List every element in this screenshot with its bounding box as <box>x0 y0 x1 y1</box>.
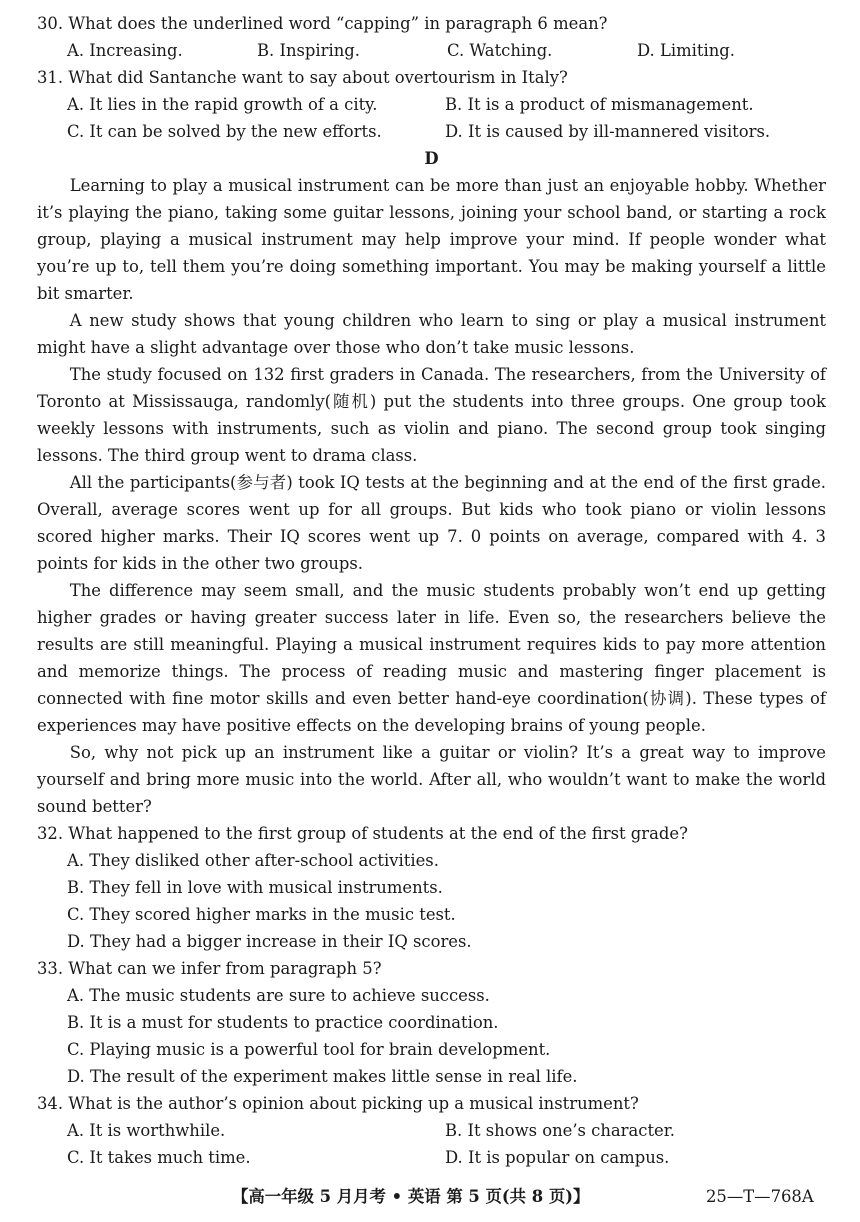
footer-paper-code: 25—T—768A <box>706 1187 814 1206</box>
question-33-stem: 33. What can we infer from paragraph 5? <box>37 959 382 978</box>
question-34-options-row-1 <box>37 1117 826 1144</box>
question-31-options-row-2 <box>37 118 826 145</box>
question-34-options-row-2 <box>37 1144 826 1171</box>
footer-exam-info: 【高一年级 5 月月考 • 英语 第 5 页(共 8 页)】 <box>232 1187 590 1206</box>
passage-paragraph-4: All the participants(参与者) took IQ tests at the beginning and at the end of the first grade. Overall, average scores went up for all groups. But kids who took piano or violin lessons scored higher marks. Their IQ scores went up 7. 0 points on average, compared with 4. 3 points for kids in the other two groups. <box>37 473 826 573</box>
question-30-option-c: C. Watching. <box>447 41 553 60</box>
question-33-option-a: A. The music students are sure to achieve success. <box>67 986 490 1005</box>
question-33-option-c: C. Playing music is a powerful tool for brain development. <box>67 1040 551 1059</box>
question-30-option-d: D. Limiting. <box>637 41 735 60</box>
reading-passage <box>37 172 826 820</box>
question-34-option-b: B. It shows one’s character. <box>445 1121 676 1140</box>
question-31-option-c: C. It can be solved by the new efforts. <box>67 122 382 141</box>
page-footer <box>0 1182 860 1212</box>
question-34-option-c: C. It takes much time. <box>67 1148 251 1167</box>
passage-paragraph-3: The study focused on 132 first graders in Canada. The researchers, from the University of Toronto at Mississauga, randomly(随机) put the students into three groups. One group took weekly lessons with instruments, such as violin and piano. The second group took singing lessons. The third group went to drama class. <box>37 365 826 465</box>
question-31-option-a: A. It lies in the rapid growth of a city. <box>67 95 378 114</box>
question-33-option-d: D. The result of the experiment makes little sense in real life. <box>67 1067 578 1086</box>
question-30-option-b: B. Inspiring. <box>257 41 360 60</box>
question-32-option-b: B. They fell in love with musical instruments. <box>67 878 443 897</box>
question-34-option-d: D. It is popular on campus. <box>445 1148 670 1167</box>
question-32-option-a: A. They disliked other after-school activities. <box>67 851 439 870</box>
passage-paragraph-6: So, why not pick up an instrument like a guitar or violin? It’s a great way to improve yourself and bring more music into the world. After all, who wouldn’t want to make the world sound better? <box>37 743 826 816</box>
question-30-stem: 30. What does the underlined word “capping” in paragraph 6 mean? <box>37 14 608 33</box>
section-title: D <box>424 149 439 168</box>
question-30-options <box>37 37 826 64</box>
passage-paragraph-1: Learning to play a musical instrument can be more than just an enjoyable hobby. Whether it’s playing the piano, taking some guitar lessons, joining your school band, or starting a rock group, playing a musical instrument may help improve your mind. If people wonder what you’re up to, tell them you’re doing something important. You may be making yourself a little bit smarter. <box>37 176 826 303</box>
question-31-options-row-1 <box>37 91 826 118</box>
passage-paragraph-2: A new study shows that young children who learn to sing or play a musical instrument might have a slight advantage over those who don’t take music lessons. <box>37 311 826 357</box>
question-33-option-b: B. It is a must for students to practice coordination. <box>67 1013 499 1032</box>
question-34-option-a: A. It is worthwhile. <box>67 1121 226 1140</box>
question-32-option-c: C. They scored higher marks in the music test. <box>67 905 456 924</box>
question-34-stem: 34. What is the author’s opinion about picking up a musical instrument? <box>37 1094 639 1113</box>
passage-paragraph-5: The difference may seem small, and the music students probably won’t end up getting higher grades or having greater success later in life. Even so, the researchers believe the results are still meaningful. Playing a musical instrument requires kids to pay more attention and memorize things. The process of reading music and mastering finger placement is connected with fine motor skills and even better hand-eye coordination(协调). These types of experiences may have positive effects on the developing brains of young people. <box>37 581 826 735</box>
question-31-stem: 31. What did Santanche want to say about overtourism in Italy? <box>37 68 568 87</box>
question-31-option-d: D. It is caused by ill-mannered visitors. <box>445 122 771 141</box>
question-32-option-d: D. They had a bigger increase in their IQ scores. <box>67 932 472 951</box>
question-30-option-a: A. Increasing. <box>67 41 183 60</box>
question-32-stem: 32. What happened to the first group of students at the end of the first grade? <box>37 824 688 843</box>
question-31-option-b: B. It is a product of mismanagement. <box>445 95 754 114</box>
